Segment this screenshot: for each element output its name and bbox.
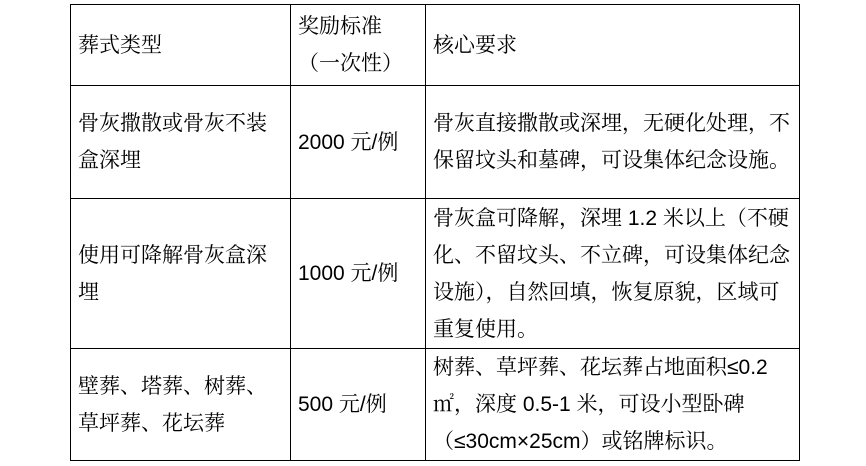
cell-requirements: 骨灰直接撒散或深埋，无硬化处理，不保留坟头和墓碑，可设集体纪念设施。 bbox=[426, 86, 800, 199]
burial-reward-table bbox=[70, 4, 800, 461]
cell-burial-type: 使用可降解骨灰盒深埋 bbox=[71, 199, 291, 349]
cell-reward: 500 元/例 bbox=[291, 349, 426, 461]
cell-requirements: 骨灰盒可降解，深埋 1.2 米以上（不硬化、不留坟头、不立碑，可设集体纪念设施），自然回填，恢复原貌，区域可重复使用。 bbox=[426, 199, 800, 349]
cell-reward: 1000 元/例 bbox=[291, 199, 426, 349]
cell-burial-type: 壁葬、塔葬、树葬、草坪葬、花坛葬 bbox=[71, 349, 291, 461]
header-row bbox=[71, 5, 800, 86]
cell-reward: 2000 元/例 bbox=[291, 86, 426, 199]
header-core-requirements: 核心要求 bbox=[426, 5, 800, 86]
table-row bbox=[71, 86, 800, 199]
header-reward-standard: 奖励标准（一次性） bbox=[291, 5, 426, 86]
table-row bbox=[71, 349, 800, 461]
header-burial-type: 葬式类型 bbox=[71, 5, 291, 86]
cell-requirements: 树葬、草坪葬、花坛葬占地面积≤0.2 ㎡，深度 0.5-1 米，可设小型卧碑（≤30cm×25cm）或铭牌标识。 bbox=[426, 349, 800, 461]
burial-reward-table-container bbox=[70, 4, 800, 461]
cell-burial-type: 骨灰撒散或骨灰不装盒深埋 bbox=[71, 86, 291, 199]
table-row bbox=[71, 199, 800, 349]
